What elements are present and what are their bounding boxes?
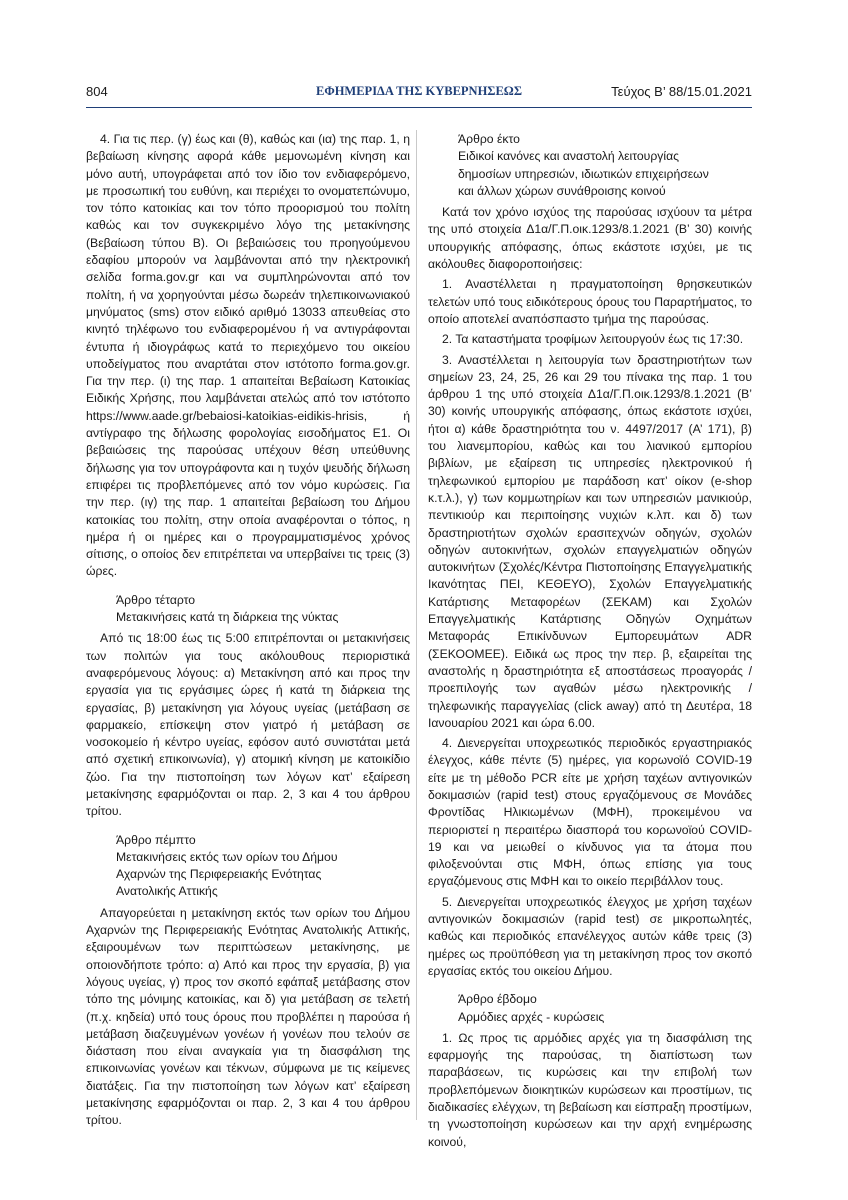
article-6-intro: Κατά τον χρόνο ισχύος της παρούσας ισχύουν τα μέτρα της υπό στοιχεία Δ1α/Γ.Π.οικ.1293/8.1.2021 (Β’ 30) κοινής υπουργικής απόφασης, όπως εκάστοτε ισχύει, με τις ακόλουθες διαφοροποιήσεις: bbox=[428, 205, 752, 272]
column-divider bbox=[416, 130, 417, 1120]
article-4-title: Μετακινήσεις κατά τη διάρκεια της νύκτας bbox=[116, 610, 339, 625]
article-6-label: Άρθρο έκτο bbox=[458, 132, 520, 146]
article-5-title-line-3: Ανατολικής Αττικής bbox=[116, 884, 218, 899]
article-6-title-line-2: δημοσίων υπηρεσιών, ιδιωτικών επιχειρήσεων bbox=[458, 166, 709, 181]
left-column bbox=[86, 131, 410, 1130]
header-rule bbox=[86, 107, 752, 108]
article-5-title-line-2: Αχαρνών της Περιφερειακής Ενότητας bbox=[116, 867, 322, 882]
article-6-paragraph-1: 1. Αναστέλλεται η πραγματοποίηση θρησκευτικών τελετών υπό τους ειδικότερους όρους του Παραρτήματος, το οποίο αποτελεί αναπόσπαστο τμήμα της παρούσας. bbox=[428, 277, 752, 326]
page-number: 804 bbox=[86, 84, 108, 99]
right-column bbox=[428, 131, 752, 1151]
article-5-heading bbox=[116, 832, 410, 901]
article-4-label: Άρθρο τέταρτο bbox=[116, 592, 196, 607]
article-5-label: Άρθρο πέμπτο bbox=[116, 832, 196, 847]
article-7-label: Άρθρο έβδομο bbox=[458, 992, 537, 1007]
paragraph-4: 4. Για τις περ. (γ) έως και (θ), καθώς και (ια) της παρ. 1, η βεβαίωση κίνησης αφορά κάθε μεμονωμένη κίνηση και μόνο αυτή, υπογράφεται από τον ίδιο τον ενδιαφερόμενο, με προσωπική του ευθύνη, και περιέχει το ονοματεπώνυμο, τον τόπο κατοικίας και τον τόπο προορισμού του πολίτη καθώς και τον συγκεκριμένο λόγο της μετακίνησης (Βεβαίωση τύπου Β). Οι βεβαιώσεις του προηγούμενου εδαφίου μπορούν να λαμβάνονται από την ηλεκτρονική σελίδα forma.gov.gr και να συμπληρώνονται από τον πολίτη, ή να χορηγούνται μέσω δωρεάν τηλεπικοινωνιακού μηνύματος (sms) στον ειδικό αριθμό 13033 απευθείας στο κινητό τηλέφωνο του ενδιαφερομένου ή να αντιγράφονται έντυπα ή ιδιογράφως κατά το περιεχόμενο του οικείου υποδείγματος που αναρτάται στον ιστότοπο forma.gov.gr. Για την περ. (ι) της παρ. 1 απαιτείται Βεβαίωση Κατοικίας Ειδικής Χρήσης, που λαμβάνεται ατελώς από τον ιστότοπο https://www.aade.gr/bebaiosi-katoikias-eidikis-hrisis, ή αντίγραφο της δήλωσης φορολογίας εισοδήματος Ε1. Οι βεβαιώσεις της παρούσας υπέχουν θέση υπεύθυνης δήλωσης για τον υπογράφοντα και η τυχόν ψευδής δήλωση επιφέρει τις προβλεπόμενες από τον νόμο κυρώσεις. Για την περ. (ιγ) της παρ. 1 απαιτείται βεβαίωση του Δήμου κατοικίας του πολίτη, στην οποία αναφέρονται ο τόπος, η ημέρα ή οι ημέρες και ο προγραμματισμένος χρόνος σίτισης, ο οποίος δεν επιτρέπεται να υπερβαίνει τις τρεις (3) ώρες. bbox=[86, 132, 410, 579]
article-5-body: Απαγορεύεται η μετακίνηση εκτός των ορίων του Δήμου Αχαρνών της Περιφερειακής Ενότητας Ανατολικής Αττικής, εξαιρουμένων των περιπτώσεων μετακίνησης, με οποιονδήποτε τρόπο: α) Από και προς την εργασία, β) για λόγους υγείας, γ) προς τον σκοπό εφάπαξ μετάβασης στον τόπο της μόνιμης κατοικίας, και δ) για μετάβαση σε τελετή (π.χ. κηδεία) υπό τους όρους που προβλέπει η παρούσα ή μετάβαση διαζευγμένων γονέων ή γονέων που τελούν σε διάσταση που είναι αναγκαία για τη διασφάλιση της επικοινωνίας γονέων και τέκνων, σύμφωνα με τις κείμενες διατάξεις. Για την πιστοποίηση των λόγων κατ’ εξαίρεση μετακίνησης εφαρμόζονται οι παρ. 2, 3 και 4 του άρθρου τρίτου. bbox=[86, 905, 410, 1128]
article-6-paragraph-3: 3. Αναστέλλεται η λειτουργία των δραστηριοτήτων των σημείων 23, 24, 25, 26 και 29 του πίνακα της παρ. 1 του άρθρου 1 της υπό στοιχεία Δ1α/Γ.Π.οικ.1293/8.1.2021 (Β’ 30) κοινής υπουργικής απόφασης, όπως εκάστοτε ισχύει, ήτοι α) κάθε δραστηριότητα του ν. 4497/2017 (Α’ 171), β) του λιανεμπορίου, καθώς και του λιανικού εμπορίου βιβλίων, με εξαίρεση τις υπηρεσίες ηλεκτρονικού ή τηλεφωνικού εμπορίου με παράδοση κατ’ οίκον (e-shop κ.τ.λ.), γ) των κομμωτηρίων και των υπηρεσιών μανικιούρ, πεντικιούρ και περιποίησης νυχιών κ.λπ. και δ) των δραστηριοτήτων σχολών ερασιτεχνών οδηγών, σχολών οδηγών αυτοκινήτων, σχολών επαγγελματιών οδηγών αυτοκινήτων (Σχολές/Κέντρα Πιστοποίησης Επαγγελματικής Ικανότητας ΠΕΙ, ΚΕΘΕΥΟ), Σχολών Επαγγελματικής Κατάρτισης Μεταφορέων (ΣΕΚΑΜ) και Σχολών Επαγγελματικής Κατάρτισης Οδηγών Οχημάτων Μεταφοράς Επικίνδυνων Εμπορευμάτων ADR (ΣΕΚΟΟΜΕΕ). Ειδικά ως προς την περ. β, εξαιρείται της αναστολής η δραστηριότητα εξ αποστάσεως προαγοράς / προεπιλογής των αγαθών μέσω ηλεκτρονικής / τηλεφωνικής παραγγελίας (click away) από τη Δευτέρα, 18 Ιανουαρίου 2021 και ώρα 6.00. bbox=[428, 352, 752, 730]
article-6-paragraph-5: 5. Διενεργείται υποχρεωτικός έλεγχος με χρήση ταχέων αντιγονικών δοκιμασιών (rapid test) σε μικροπωλητές, καθώς και περιοδικός επανέλεγχος αυτών κάθε τρεις (3) ημέρες ως προϋπόθεση για τη μετακίνηση προς τον σκοπό εργασίας εκτός του οικείου Δήμου. bbox=[428, 894, 752, 978]
page-header bbox=[86, 84, 752, 102]
article-4-heading bbox=[116, 592, 410, 627]
article-4-body: Από τις 18:00 έως τις 5:00 επιτρέπονται οι μετακινήσεις των πολιτών για τους ακόλουθους περιοριστικά αναφερόμενους λόγους: α) Μετακίνηση από και προς την εργασία για τις εργάσιμες ώρες ή κατά τη διάρκεια της εργασίας, β) μετακίνηση για λόγους υγείας (μετάβαση σε φαρμακείο, επίσκεψη στον γιατρό ή μετάβαση σε νοσοκομείο ή κέντρο υγείας, εφόσον αυτό συνιστάται μετά από σχετική επικοινωνία), γ) ατομική κίνηση με κατοικίδιο ζώο. Για την πιστοποίηση των λόγων κατ’ εξαίρεση μετακίνησης εφαρμόζονται οι παρ. 2, 3 και 4 του άρθρου τρίτου. bbox=[86, 631, 410, 819]
journal-title: ΕΦΗΜΕΡΙΔΑ ΤΗΣ ΚΥΒΕΡΝΗΣΕΩΣ bbox=[316, 84, 522, 98]
article-7-title: Αρμόδιες αρχές - κυρώσεις bbox=[458, 1009, 605, 1024]
article-6-title-line-1: Ειδικοί κανόνες και αναστολή λειτουργίας bbox=[458, 149, 680, 164]
issue-reference: Τεύχος Β’ 88/15.01.2021 bbox=[611, 84, 752, 99]
article-7-paragraph-1: 1. Ως προς τις αρμόδιες αρχές για τη διασφάλιση της εφαρμογής της παρούσας, τη διαπίστωση των παραβάσεων, τις κυρώσεις και την επιβολή των προβλεπόμενων διοικητικών κυρώσεων και προστίμων, τις διαδικασίες ελέγχων, τη βεβαίωση και είσπραξη προστίμων, τη γνωστοποίηση κυρώσεων και την αρχή ενημέρωσης κοινού, bbox=[428, 1030, 752, 1149]
article-6-heading bbox=[458, 131, 752, 200]
article-7-heading bbox=[458, 991, 752, 1026]
article-6-paragraph-2: 2. Τα καταστήματα τροφίμων λειτουργούν έως τις 17:30. bbox=[442, 332, 744, 347]
article-5-title-line-1: Μετακινήσεις εκτός των ορίων του Δήμου bbox=[116, 849, 338, 864]
article-6-title-line-3: και άλλων χώρων συνάθροισης κοινού bbox=[458, 183, 666, 198]
article-6-paragraph-4: 4. Διενεργείται υποχρεωτικός περιοδικός εργαστηριακός έλεγχος, κάθε πέντε (5) ημέρες, για κορωνοϊό COVID-19 είτε με τη μέθοδο PCR είτε με χρήση ταχέων αντιγονικών δοκιμασιών (rapid test) στους εργαζόμενους σε Μονάδες Φροντίδας Ηλικιωμένων (ΜΦΗ), προκειμένου να περιοριστεί η περαιτέρω διασπορά του κορωνοϊού COVID-19 και να μειωθεί ο κίνδυνος για τα άτομα που φιλοξενούνται στις ΜΦΗ, όπως επίσης για τους εργαζόμενους στις ΜΦΗ και το οικείο περιβάλλον τους. bbox=[428, 736, 752, 889]
